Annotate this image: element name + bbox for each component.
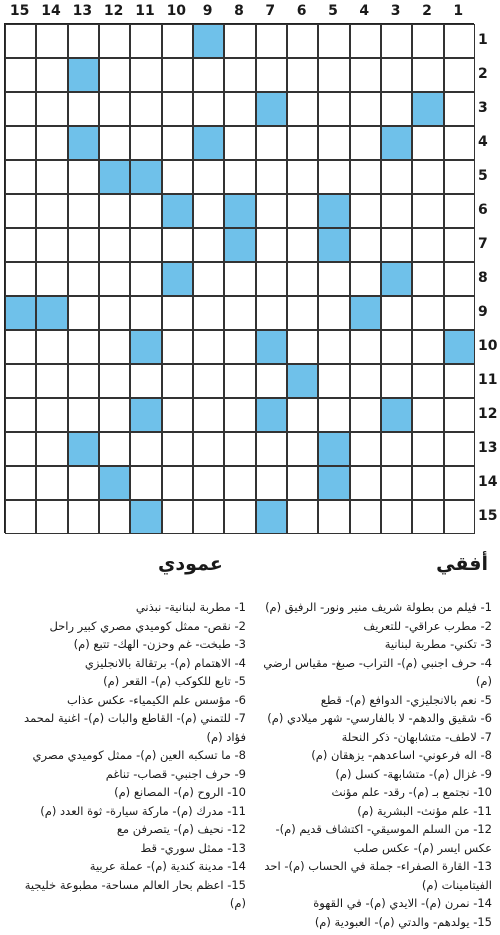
grid-cell[interactable] xyxy=(287,228,318,262)
grid-cell[interactable] xyxy=(36,466,67,500)
row-number: 1 xyxy=(478,32,488,48)
grid-cell[interactable] xyxy=(256,58,287,92)
grid-cell[interactable] xyxy=(5,160,36,194)
blocked-cell xyxy=(287,364,318,398)
across-clue: 12- من السلم الموسيقي- اكتشاف قديم (م)- عكس ايسر (م)- عكس صلب xyxy=(275,822,492,855)
grid-cell[interactable] xyxy=(99,296,130,330)
grid-cell[interactable] xyxy=(287,194,318,228)
grid-cell[interactable] xyxy=(350,24,381,58)
grid-cell[interactable] xyxy=(318,126,349,160)
down-clue: 3- طبخت- غم وحزن- الهك- تتبع (م) xyxy=(73,637,246,651)
column-number: 8 xyxy=(234,3,244,19)
grid-cell[interactable] xyxy=(36,432,67,466)
grid-cell[interactable] xyxy=(193,432,224,466)
grid-cell[interactable] xyxy=(256,296,287,330)
blocked-cell xyxy=(193,126,224,160)
grid-cell[interactable] xyxy=(444,296,475,330)
grid-cell[interactable] xyxy=(68,466,99,500)
grid-cell[interactable] xyxy=(224,330,255,364)
grid-cell[interactable] xyxy=(381,432,412,466)
grid-cell[interactable] xyxy=(256,228,287,262)
row-number: 10 xyxy=(478,338,498,354)
column-number: 3 xyxy=(390,3,401,19)
grid-cell[interactable] xyxy=(130,432,161,466)
grid-cell[interactable] xyxy=(162,228,193,262)
grid-cell[interactable] xyxy=(256,24,287,58)
blocked-cell xyxy=(130,330,161,364)
grid-cell[interactable] xyxy=(130,296,161,330)
down-clue-list xyxy=(6,598,246,913)
grid-cell[interactable] xyxy=(412,500,443,534)
grid-cell[interactable] xyxy=(68,364,99,398)
row-number: 3 xyxy=(478,100,488,116)
grid-cell[interactable] xyxy=(350,432,381,466)
grid-cell[interactable] xyxy=(5,432,36,466)
row-number: 9 xyxy=(478,304,488,320)
grid-cell[interactable] xyxy=(5,466,36,500)
grid-cell[interactable] xyxy=(287,466,318,500)
grid-cell[interactable] xyxy=(444,500,475,534)
grid-cell[interactable] xyxy=(193,330,224,364)
grid-cell[interactable] xyxy=(318,330,349,364)
blocked-cell xyxy=(68,126,99,160)
column-number: 7 xyxy=(265,3,276,19)
across-clue: 1- فيلم من بطولة شريف منير ونور- الرفيق (م) xyxy=(265,600,492,614)
column-number-header xyxy=(4,3,474,21)
blocked-cell xyxy=(318,432,349,466)
grid-cell[interactable] xyxy=(5,228,36,262)
grid-cell[interactable] xyxy=(130,194,161,228)
blocked-cell xyxy=(318,194,349,228)
grid-cell[interactable] xyxy=(412,296,443,330)
grid-cell[interactable] xyxy=(5,262,36,296)
grid-cell[interactable] xyxy=(99,24,130,58)
grid-cell[interactable] xyxy=(162,58,193,92)
grid-cell[interactable] xyxy=(444,228,475,262)
grid-cell[interactable] xyxy=(130,92,161,126)
grid-cell[interactable] xyxy=(224,126,255,160)
row-number: 2 xyxy=(478,66,488,82)
blocked-cell xyxy=(193,24,224,58)
down-clue: 15- اعظم بحار العالم مساحة- مطبوعة خليجية (م) xyxy=(24,877,246,910)
grid-cell[interactable] xyxy=(68,194,99,228)
grid-cell[interactable] xyxy=(193,364,224,398)
grid-cell[interactable] xyxy=(68,500,99,534)
down-clue: 2- نقص- ممثل كوميدي مصري كبير راحل xyxy=(49,618,246,633)
blocked-cell xyxy=(162,262,193,296)
grid-cell[interactable] xyxy=(287,330,318,364)
grid-cell[interactable] xyxy=(36,126,67,160)
column-number: 5 xyxy=(328,3,338,19)
grid-cell[interactable] xyxy=(381,228,412,262)
blocked-cell xyxy=(381,126,412,160)
grid-cell[interactable] xyxy=(444,92,475,126)
grid-cell[interactable] xyxy=(318,262,349,296)
grid-cell[interactable] xyxy=(381,160,412,194)
grid-cell[interactable] xyxy=(36,500,67,534)
grid-cell[interactable] xyxy=(256,194,287,228)
across-heading: أفقي xyxy=(436,553,488,575)
grid-cell[interactable] xyxy=(99,432,130,466)
across-clue: 7- لاطف- متشابهان- ذكر النحلة xyxy=(341,729,492,744)
across-clue: 2- مطرب عراقي- للتعريف xyxy=(363,618,492,633)
across-clue: 14- نمرن (م)- الايدي (م)- في القهوة xyxy=(313,896,492,910)
grid-cell[interactable] xyxy=(193,92,224,126)
grid-cell[interactable] xyxy=(36,92,67,126)
blocked-cell xyxy=(350,296,381,330)
blocked-cell xyxy=(130,500,161,534)
grid-cell[interactable] xyxy=(318,92,349,126)
down-clue: 6- مؤسس علم الكيمياء- عكس عذاب xyxy=(67,692,246,707)
grid-cell[interactable] xyxy=(287,398,318,432)
grid-cell[interactable] xyxy=(256,432,287,466)
grid-cell[interactable] xyxy=(5,58,36,92)
grid-cell[interactable] xyxy=(444,24,475,58)
grid-cell[interactable] xyxy=(224,58,255,92)
grid-cell[interactable] xyxy=(130,24,161,58)
grid-cell[interactable] xyxy=(99,262,130,296)
row-number: 13 xyxy=(478,440,498,456)
blocked-cell xyxy=(256,330,287,364)
grid-cell[interactable] xyxy=(444,160,475,194)
grid-cell[interactable] xyxy=(193,228,224,262)
grid-cell[interactable] xyxy=(381,330,412,364)
down-clue: 4- الاهتمام (م)- برتقالة بالانجليزي xyxy=(84,655,246,670)
across-clue: 8- اله فرعوني- اساعدهم- يزهقان (م) xyxy=(311,748,492,762)
grid-cell[interactable] xyxy=(350,228,381,262)
grid-cell[interactable] xyxy=(287,160,318,194)
grid-cell[interactable] xyxy=(99,228,130,262)
grid-cell[interactable] xyxy=(224,160,255,194)
grid-cell[interactable] xyxy=(350,58,381,92)
down-heading: عمودي xyxy=(158,553,223,575)
grid-cell[interactable] xyxy=(68,92,99,126)
grid-cell[interactable] xyxy=(130,58,161,92)
grid-cell[interactable] xyxy=(381,24,412,58)
grid-cell[interactable] xyxy=(193,160,224,194)
grid-cell[interactable] xyxy=(193,398,224,432)
column-number: 1 xyxy=(453,3,464,19)
grid-cell[interactable] xyxy=(68,398,99,432)
blocked-cell xyxy=(68,58,99,92)
grid-cell[interactable] xyxy=(5,126,36,160)
grid-cell[interactable] xyxy=(287,500,318,534)
column-number: 12 xyxy=(103,3,124,19)
grid-cell[interactable] xyxy=(99,126,130,160)
grid-cell[interactable] xyxy=(350,262,381,296)
grid-cell[interactable] xyxy=(99,92,130,126)
grid-cell[interactable] xyxy=(444,398,475,432)
across-clue: 13- القارة الصفراء- جملة في الحساب (م)- احد الفيتامينات (م) xyxy=(264,859,492,892)
grid-cell[interactable] xyxy=(36,364,67,398)
grid-cell[interactable] xyxy=(350,126,381,160)
grid-cell[interactable] xyxy=(381,500,412,534)
blocked-cell xyxy=(68,432,99,466)
grid-cell[interactable] xyxy=(287,92,318,126)
blocked-cell xyxy=(5,296,36,330)
down-clue: 12- نحيف (م)- يتصرفن مع xyxy=(116,822,246,836)
row-number: 6 xyxy=(478,202,488,218)
grid-cell[interactable] xyxy=(287,432,318,466)
grid-cell[interactable] xyxy=(193,296,224,330)
grid-cell[interactable] xyxy=(68,228,99,262)
grid-cell[interactable] xyxy=(224,364,255,398)
grid-cell[interactable] xyxy=(381,92,412,126)
blocked-cell xyxy=(318,466,349,500)
grid-cell[interactable] xyxy=(68,296,99,330)
grid-cell[interactable] xyxy=(412,58,443,92)
grid-cell[interactable] xyxy=(193,466,224,500)
grid-cell[interactable] xyxy=(287,24,318,58)
grid-cell[interactable] xyxy=(36,228,67,262)
down-clue: 8- ما تسكبه العين (م)- ممثل كوميدي مصري xyxy=(32,748,246,762)
column-number: 10 xyxy=(166,3,187,19)
grid-cell[interactable] xyxy=(444,194,475,228)
grid-cell[interactable] xyxy=(381,296,412,330)
grid-cell[interactable] xyxy=(224,432,255,466)
blocked-cell xyxy=(318,228,349,262)
blocked-cell xyxy=(224,194,255,228)
grid-cell[interactable] xyxy=(287,262,318,296)
grid-cell[interactable] xyxy=(350,466,381,500)
grid-cell[interactable] xyxy=(162,364,193,398)
grid-cell[interactable] xyxy=(224,296,255,330)
grid-cell[interactable] xyxy=(350,500,381,534)
blocked-cell xyxy=(256,398,287,432)
grid-cell[interactable] xyxy=(318,160,349,194)
grid-cell[interactable] xyxy=(350,330,381,364)
grid-cell[interactable] xyxy=(350,92,381,126)
blocked-cell xyxy=(412,92,443,126)
blocked-cell xyxy=(130,398,161,432)
down-clue: 7- للتمني (م)- القاطع والبات (م)- اغنية لمحمد فؤاد (م) xyxy=(24,711,246,744)
grid-cell[interactable] xyxy=(224,92,255,126)
grid-cell[interactable] xyxy=(130,262,161,296)
down-clue: 11- مدرك (م)- ماركة سيارة- ثوة العدد (م) xyxy=(40,803,246,818)
blocked-cell xyxy=(162,194,193,228)
grid-cell[interactable] xyxy=(444,58,475,92)
grid-cell[interactable] xyxy=(287,296,318,330)
grid-cell[interactable] xyxy=(36,330,67,364)
row-number: 11 xyxy=(478,372,498,388)
grid-cell[interactable] xyxy=(193,58,224,92)
row-number: 4 xyxy=(478,134,488,150)
grid-cell[interactable] xyxy=(130,228,161,262)
grid-cell[interactable] xyxy=(256,160,287,194)
grid-cell[interactable] xyxy=(256,466,287,500)
blocked-cell xyxy=(444,330,475,364)
down-clue: 5- تابع للكوكب (م)- القعر (م) xyxy=(103,674,246,688)
grid-cell[interactable] xyxy=(350,160,381,194)
blocked-cell xyxy=(224,228,255,262)
down-clue: 10- الروح (م)- المصانع (م) xyxy=(114,785,246,799)
grid-cell[interactable] xyxy=(36,262,67,296)
grid-cell[interactable] xyxy=(162,398,193,432)
grid-cell[interactable] xyxy=(99,58,130,92)
grid-cell[interactable] xyxy=(318,296,349,330)
grid-cell[interactable] xyxy=(36,160,67,194)
grid-cell[interactable] xyxy=(318,398,349,432)
grid-cell[interactable] xyxy=(412,330,443,364)
column-number: 6 xyxy=(296,3,307,19)
column-number: 11 xyxy=(135,3,155,19)
grid-cell[interactable] xyxy=(256,364,287,398)
down-clue: 1- مطربة لبنانية- نبذني xyxy=(135,600,246,614)
grid-cell[interactable] xyxy=(444,262,475,296)
grid-cell[interactable] xyxy=(224,398,255,432)
grid-cell[interactable] xyxy=(350,364,381,398)
grid-cell[interactable] xyxy=(36,58,67,92)
grid-cell[interactable] xyxy=(224,262,255,296)
grid-cell[interactable] xyxy=(130,466,161,500)
down-clue: 13- ممثل سوري- قط xyxy=(140,840,246,855)
column-number: 9 xyxy=(202,3,213,19)
crossword-grid xyxy=(4,23,474,533)
grid-cell[interactable] xyxy=(381,58,412,92)
blocked-cell xyxy=(256,92,287,126)
grid-cell[interactable] xyxy=(412,194,443,228)
grid-cell[interactable] xyxy=(381,194,412,228)
row-number: 15 xyxy=(478,508,498,524)
grid-cell[interactable] xyxy=(162,126,193,160)
across-clue: 3- تكني- مطربة لبنانية xyxy=(384,637,492,651)
grid-cell[interactable] xyxy=(5,92,36,126)
across-clue: 6- شقيق والدهم- لا بالفارسي- شهر ميلادي (م) xyxy=(267,711,492,725)
grid-cell[interactable] xyxy=(381,364,412,398)
grid-cell[interactable] xyxy=(5,24,36,58)
grid-cell[interactable] xyxy=(224,466,255,500)
down-clue: 14- مدينة كندية (م)- عملة عربية xyxy=(89,859,246,873)
grid-cell[interactable] xyxy=(5,364,36,398)
grid-cell[interactable] xyxy=(412,398,443,432)
grid-cell[interactable] xyxy=(412,432,443,466)
grid-cell[interactable] xyxy=(5,194,36,228)
down-clue: 9- حرف اجنبي- قصاب- تناغم xyxy=(105,766,246,781)
grid-cell[interactable] xyxy=(5,330,36,364)
grid-cell[interactable] xyxy=(99,364,130,398)
row-number: 7 xyxy=(478,236,488,252)
blocked-cell xyxy=(99,466,130,500)
row-number: 8 xyxy=(478,270,488,286)
grid-cell[interactable] xyxy=(444,126,475,160)
grid-cell[interactable] xyxy=(193,262,224,296)
grid-cell[interactable] xyxy=(318,58,349,92)
grid-cell[interactable] xyxy=(162,466,193,500)
grid-cell[interactable] xyxy=(287,126,318,160)
column-number: 2 xyxy=(422,3,432,19)
grid-cell[interactable] xyxy=(68,330,99,364)
grid-cell[interactable] xyxy=(412,160,443,194)
across-clue: 10- نجتمع بـ (م)- رقد- علم مؤنث xyxy=(331,785,492,799)
across-clue: 15- يولدهم- والدتي (م)- العبودية (م) xyxy=(314,914,492,929)
grid-cell[interactable] xyxy=(381,466,412,500)
grid-cell[interactable] xyxy=(162,330,193,364)
grid-cell[interactable] xyxy=(99,500,130,534)
blocked-cell xyxy=(36,296,67,330)
blocked-cell xyxy=(381,398,412,432)
grid-cell[interactable] xyxy=(130,364,161,398)
blocked-cell xyxy=(381,262,412,296)
blocked-cell xyxy=(130,160,161,194)
grid-cell[interactable] xyxy=(68,160,99,194)
across-clue: 4- حرف اجنبي (م)- التراب- صبغ- مقياس ارضي (م) xyxy=(263,655,492,688)
row-number-column xyxy=(476,23,500,533)
grid-cell[interactable] xyxy=(36,24,67,58)
grid-cell[interactable] xyxy=(256,126,287,160)
grid-cell[interactable] xyxy=(99,398,130,432)
grid-cell[interactable] xyxy=(412,228,443,262)
grid-cell[interactable] xyxy=(162,92,193,126)
grid-cell[interactable] xyxy=(36,194,67,228)
crossword-grid-container xyxy=(4,23,474,533)
grid-cell[interactable] xyxy=(444,432,475,466)
grid-cell[interactable] xyxy=(5,398,36,432)
grid-cell[interactable] xyxy=(318,500,349,534)
grid-cell[interactable] xyxy=(412,364,443,398)
grid-cell[interactable] xyxy=(224,500,255,534)
grid-cell[interactable] xyxy=(162,160,193,194)
row-number: 5 xyxy=(478,168,488,184)
column-number: 14 xyxy=(41,3,61,19)
blocked-cell xyxy=(99,160,130,194)
grid-cell[interactable] xyxy=(412,466,443,500)
grid-cell[interactable] xyxy=(68,262,99,296)
across-clue: 11- علم مؤنث- البشرية (م) xyxy=(357,803,492,818)
grid-cell[interactable] xyxy=(412,262,443,296)
row-number: 14 xyxy=(478,474,498,490)
grid-cell[interactable] xyxy=(5,500,36,534)
grid-cell[interactable] xyxy=(444,466,475,500)
grid-cell[interactable] xyxy=(99,330,130,364)
grid-cell[interactable] xyxy=(350,398,381,432)
grid-cell[interactable] xyxy=(36,398,67,432)
grid-cell[interactable] xyxy=(193,500,224,534)
grid-cell[interactable] xyxy=(412,126,443,160)
column-number: 4 xyxy=(359,3,370,19)
across-clue-list xyxy=(255,598,492,931)
column-number: 13 xyxy=(72,3,93,19)
grid-cell[interactable] xyxy=(412,24,443,58)
grid-cell[interactable] xyxy=(99,194,130,228)
grid-cell[interactable] xyxy=(444,364,475,398)
across-clue: 9- غزال (م)- متشابهة- كسل (م) xyxy=(335,766,492,781)
row-number: 12 xyxy=(478,406,498,422)
grid-cell[interactable] xyxy=(318,364,349,398)
across-clue: 5- نعم بالانجليزي- الدوافع (م)- قطع xyxy=(320,692,492,707)
grid-cell[interactable] xyxy=(287,58,318,92)
grid-cell[interactable] xyxy=(318,24,349,58)
grid-cell[interactable] xyxy=(350,194,381,228)
grid-cell[interactable] xyxy=(162,500,193,534)
grid-cell[interactable] xyxy=(193,194,224,228)
blocked-cell xyxy=(256,500,287,534)
grid-cell[interactable] xyxy=(130,126,161,160)
grid-cell[interactable] xyxy=(224,24,255,58)
grid-cell[interactable] xyxy=(162,296,193,330)
grid-cell[interactable] xyxy=(256,262,287,296)
grid-cell[interactable] xyxy=(162,24,193,58)
grid-cell[interactable] xyxy=(68,24,99,58)
column-number: 15 xyxy=(9,3,30,19)
grid-cell[interactable] xyxy=(162,432,193,466)
